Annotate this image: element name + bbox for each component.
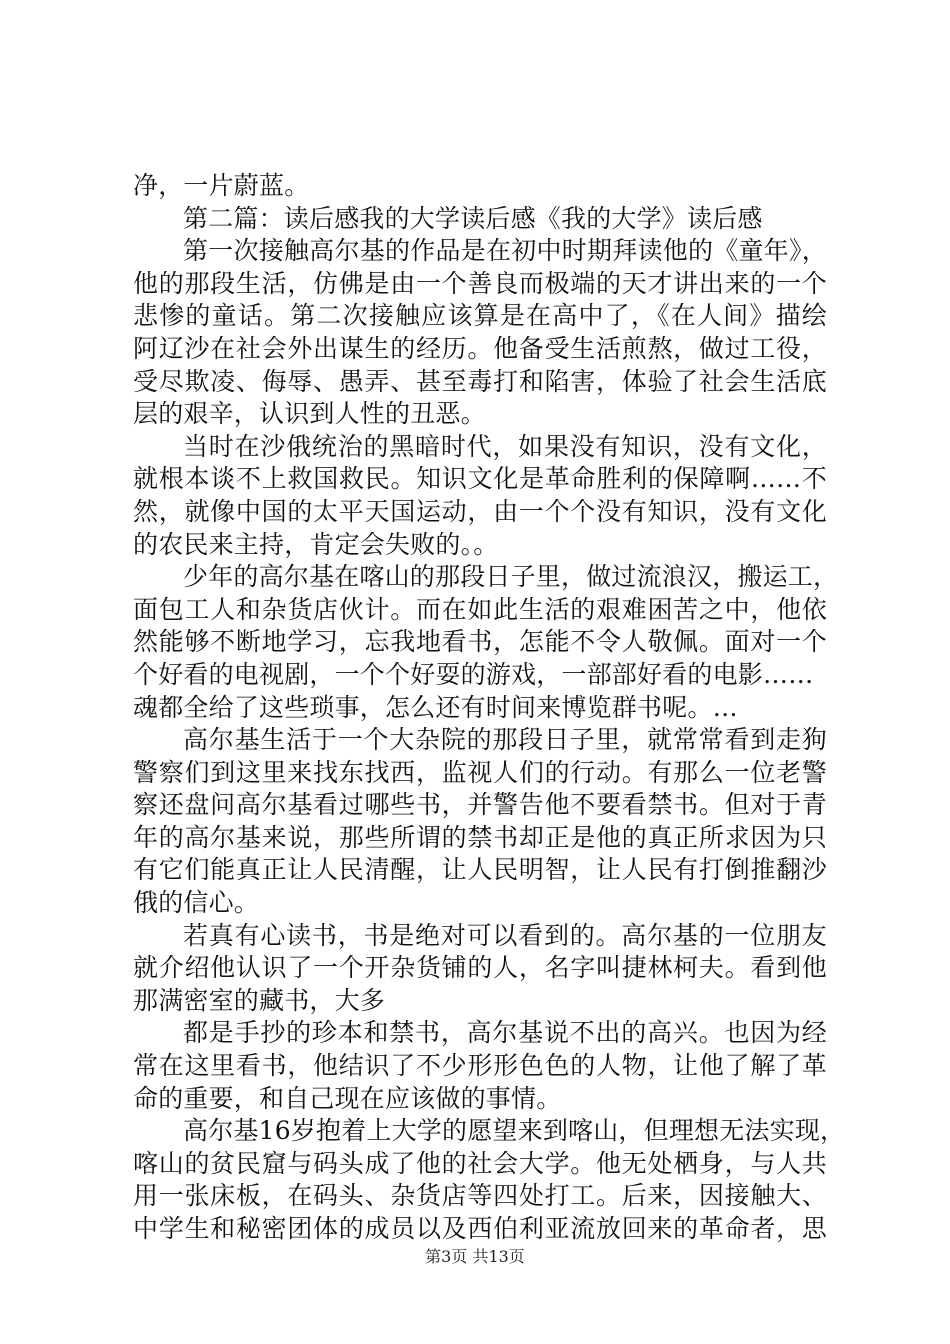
text-line: 用一张床板，在码头、杂货店等四处打工。后来，因接触大、 <box>133 1181 827 1211</box>
page-footer <box>0 1244 950 1267</box>
text-line: 魂都全给了这些琐事，怎么还有时间来博览群书呢。… <box>133 692 738 722</box>
text-line: 命的重要，和自己现在应该做的事情。 <box>133 1083 562 1113</box>
text-line: 俄的信心。 <box>133 888 260 918</box>
text-line: 阿辽沙在社会外出谋生的经历。他备受生活煎熬，做过工役， <box>133 333 827 363</box>
text-line: 净，一片蔚蓝。 <box>133 171 310 200</box>
text-line: 然能够不断地学习，忘我地看书，怎能不令人敬佩。面对一个 <box>133 627 827 657</box>
text-line: 个好看的电视剧，一个个好耍的游戏，一部部好看的电影…… <box>133 659 814 689</box>
text-line: 当时在沙俄统治的黑暗时代，如果没有知识，没有文化， <box>183 431 827 461</box>
text-line: 然，就像中国的太平天国运动，由一个个没有知识，没有文化 <box>133 496 827 526</box>
text-line: 警察们到这里来找东找西，监视人们的行动。有那么一位老警 <box>133 757 827 787</box>
text-line: 层的艰辛，认识到人性的丑恶。 <box>133 399 486 429</box>
text-line: 少年的高尔基在喀山的那段日子里，做过流浪汉，搬运工， <box>183 562 839 592</box>
text-line: 喀山的贫民窟与码头成了他的社会大学。他无处栖身，与人共 <box>133 1148 827 1178</box>
text-line: 第二篇：读后感我的大学读后感《我的大学》读后感 <box>183 203 763 233</box>
text-line: 悲惨的童话。第二次接触应该算是在高中了，《在人间》描绘 <box>133 301 827 331</box>
text-line: 都是手抄的珍本和禁书，高尔基说不出的高兴。也因为经 <box>183 1018 827 1048</box>
text-line: 高尔基16岁抱着上大学的愿望来到喀山，但理想无法实现， <box>183 1116 846 1146</box>
text-line: 他的那段生活，仿佛是由一个善良而极端的天才讲出来的一个 <box>133 268 827 298</box>
text-line: 察还盘问高尔基看过哪些书，并警告他不要看禁书。但对于青 <box>133 790 827 820</box>
text-line: 就介绍他认识了一个开杂货铺的人，名字叫捷林柯夫。看到他 <box>133 953 827 983</box>
text-line: 若真有心读书，书是绝对可以看到的。高尔基的一位朋友 <box>183 920 827 950</box>
page-number-text: 第3页 共13页 <box>425 1247 525 1266</box>
text-line: 中学生和秘密团体的成员以及西伯利亚流放回来的革命者，思 <box>133 1214 827 1243</box>
document-body <box>133 170 846 1246</box>
text-line: 常在这里看书，他结识了不少形形色色的人物，让他了解了革 <box>133 1051 827 1081</box>
text-line: 高尔基生活于一个大杂院的那段日子里，就常常看到走狗 <box>183 725 827 755</box>
text-line: 那满密室的藏书，大多 <box>133 985 386 1015</box>
text-line: 有它们能真正让人民清醒，让人民明智，让人民有打倒推翻沙 <box>133 855 827 885</box>
text-line: 就根本谈不上救国救民。知识文化是革命胜利的保障啊……不 <box>133 464 827 494</box>
text-line: 的农民来主持，肯定会失败的。。 <box>133 529 499 559</box>
text-line: 年的高尔基来说，那些所谓的禁书却正是他的真正所求因为只 <box>133 822 827 852</box>
text-line: 受尽欺凌、侮辱、愚弄、甚至毒打和陷害，体验了社会生活底 <box>133 366 827 396</box>
text-line: 面包工人和杂货店伙计。而在如此生活的艰难困苦之中，他依 <box>133 594 827 624</box>
text-line: 第一次接触高尔基的作品是在初中时期拜读他的《童年》， <box>183 236 827 266</box>
